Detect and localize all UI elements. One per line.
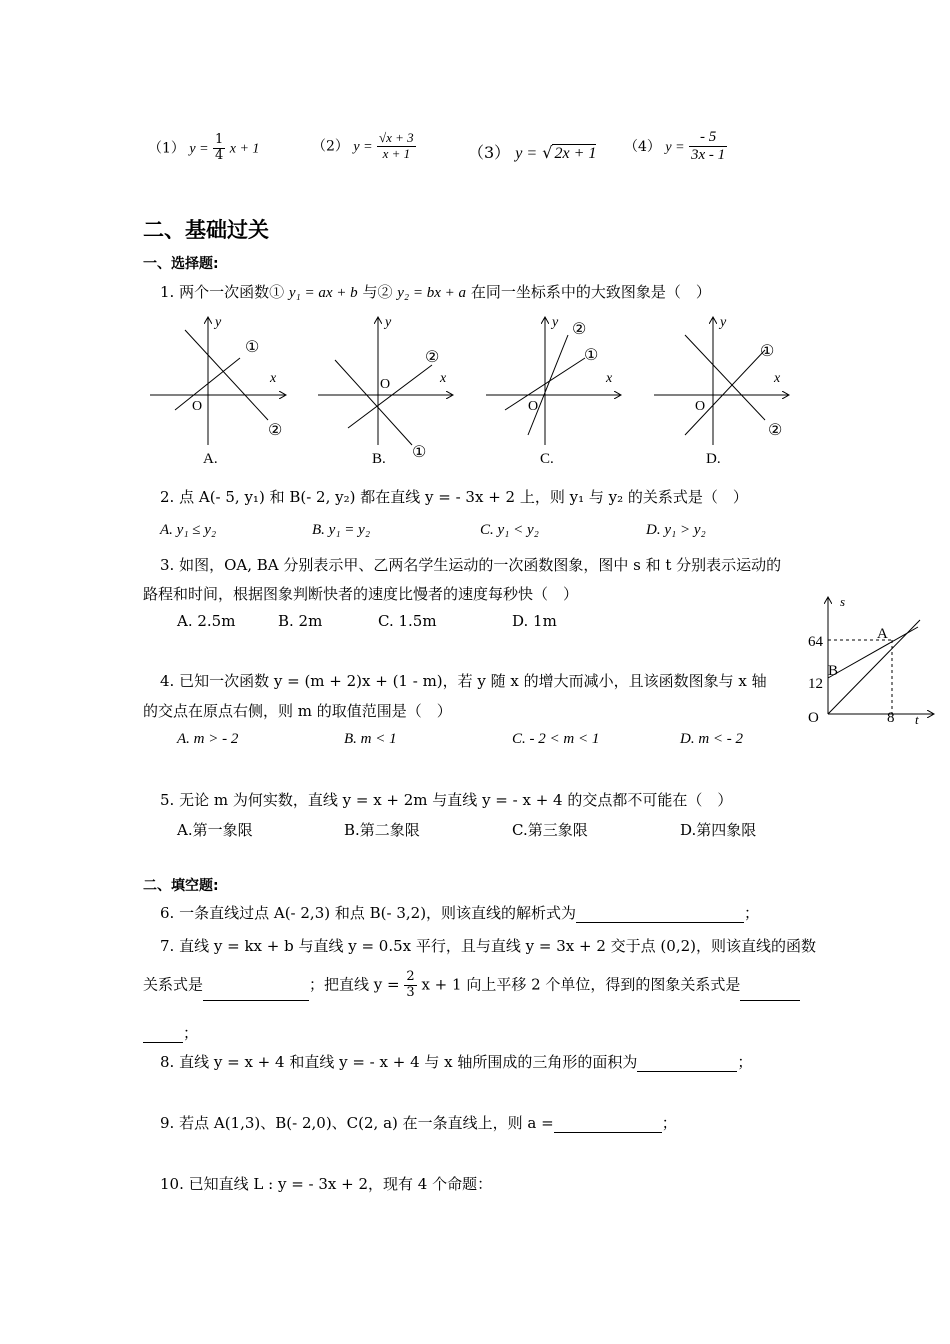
q3-option-c: C. 1.5m: [378, 612, 437, 630]
q7-line3: ；: [143, 1022, 198, 1043]
graph-a-mark2: ②: [268, 422, 283, 439]
q9-answer-blank[interactable]: [554, 1116, 662, 1133]
q3-option-d: D. 1m: [512, 612, 557, 630]
graph-a-y-label: y: [215, 315, 222, 330]
q2-option-a: A. y₁ ≤ y₂: [160, 522, 217, 538]
q3-line2: 路程和时间，根据图象判断快者的速度比慢者的速度每秒快（ ）: [143, 585, 579, 603]
intro-function-4: （4） y = $\frac{- 5}{3x - 1}$: [624, 129, 726, 164]
q2-option-b: B. y₁ = y₂: [312, 522, 371, 538]
q5-option-b: B.第二象限: [344, 821, 420, 839]
q3-graph-b: B: [828, 663, 839, 679]
q3-graph-s-label: s: [840, 594, 846, 609]
q1-text: 1. 两个一次函数① y₁ = ax + b 与② y₂ = bx + a 在同一坐标系中的大致图象是（ ）: [160, 283, 711, 301]
graph-a-letter: A.: [203, 451, 218, 467]
graph-a-origin: O: [192, 399, 203, 414]
q6-answer-blank[interactable]: [576, 906, 744, 923]
graph-c-y-label: y: [552, 315, 559, 330]
q4-option-a: A. m > - 2: [177, 731, 239, 747]
q4-option-d: D. m < - 2: [680, 731, 744, 747]
graph-c-x-label: x: [606, 371, 613, 386]
graph-d: [654, 315, 788, 467]
q7-answer-blank-2-cont[interactable]: [143, 1026, 183, 1043]
q9-text: 9. 若点 A(1,3)、B(- 2,0)、C(2, a) 在一条直线上，则 a = ；: [160, 1114, 677, 1132]
graph-b-y-label: y: [385, 315, 392, 330]
q3-option-a: A. 2.5m: [177, 612, 236, 630]
q3-graph-64: 64: [808, 634, 823, 650]
q4-option-b: B. m < 1: [344, 731, 397, 747]
q5-option-c: C.第三象限: [512, 821, 588, 839]
q7-line1: 7. 直线 y = kx + b 与直线 y = 0.5x 平行，且与直线 y = 3x + 2 交于点 (0,2)，则该直线的函数: [160, 937, 816, 955]
intro-function-1: （1） y = $\frac{1}{4}$ x + 1: [148, 132, 260, 163]
graph-c-origin: O: [528, 399, 539, 414]
graph-a-x-label: x: [270, 371, 277, 386]
graph-d-mark1: ①: [760, 343, 775, 360]
q4-line2: 的交点在原点右侧，则 m 的取值范围是（ ）: [143, 702, 452, 720]
intro-function-2: （2） y = $\frac{√x + 3}{x + 1}$: [312, 130, 414, 161]
q7-answer-blank-1[interactable]: [203, 984, 309, 1001]
q4-option-c: C. - 2 < m < 1: [512, 731, 600, 747]
graph-a: [150, 315, 285, 467]
q10-text: 10. 已知直线 L : y = - 3x + 2，现有 4 个命题：: [160, 1175, 493, 1193]
q4-line1: 4. 已知一次函数 y = (m + 2)x + (1 - m)，若 y 随 x 的增大而减小，且该函数图象与 x 轴: [160, 672, 767, 690]
q6-text: 6. 一条直线过点 A(- 2,3) 和点 B(- 3,2)，则该直线的解析式为 ；: [160, 904, 760, 922]
q2-text: 2. 点 A(- 5, y₁) 和 B(- 2, y₂) 都在直线 y = - 3x + 2 上，则 y₁ 与 y₂ 的关系式是（ ）: [160, 488, 748, 506]
graph-d-y-label: y: [720, 315, 727, 330]
graph-c-mark2: ①: [584, 347, 599, 364]
graph-b-mark1: ②: [425, 349, 440, 366]
q8-text: 8. 直线 y = x + 4 和直线 y = - x + 4 与 x 轴所围成的三角形的面积为 ；: [160, 1053, 753, 1071]
graph-b-x-label: x: [440, 371, 447, 386]
graph-b-origin: O: [380, 377, 391, 392]
q1-graphs: [140, 310, 800, 475]
q2-option-d: D. y₁ > y₂: [646, 522, 706, 538]
q3-graph-12: 12: [808, 676, 823, 692]
q2-option-c: C. y₁ < y₂: [480, 522, 539, 538]
graph-d-x-label: x: [774, 371, 781, 386]
graph-c-mark1: ②: [572, 321, 587, 338]
q7-answer-blank-2[interactable]: [740, 984, 800, 1001]
section-title: 二、基础过关: [143, 218, 269, 242]
q3-graph-a: A: [877, 626, 888, 642]
graph-b: [318, 315, 452, 467]
q3-graph-8: 8: [887, 710, 895, 726]
part1-title: 一、选择题:: [143, 256, 219, 272]
q3-line1: 3. 如图，OA, BA 分别表示甲、乙两名学生运动的一次函数图象，图中 s 和 t 分别表示运动的: [160, 556, 782, 574]
q5-text: 5. 无论 m 为何实数，直线 y = x + 2m 与直线 y = - x + 4 的交点都不可能在（ ）: [160, 791, 733, 809]
part2-title: 二、填空题:: [143, 878, 219, 894]
graph-b-mark2: ①: [412, 444, 427, 461]
q5-option-d: D.第四象限: [680, 821, 757, 839]
graph-c: [486, 315, 620, 467]
q5-option-a: A.第一象限: [177, 821, 253, 839]
graph-d-letter: D.: [706, 451, 721, 467]
q3-graph: [800, 592, 940, 727]
graph-d-mark2: ②: [768, 422, 783, 439]
graph-a-mark1: ①: [245, 339, 260, 356]
q7-line2: 关系式是 ；把直线 y = $\frac{2}{3}$ x + 1 向上平移 2 个单位，得到的图象关系式是: [143, 970, 800, 1001]
q3-graph-t-label: t: [915, 712, 919, 727]
graph-c-letter: C.: [540, 451, 554, 467]
q3-graph-origin: O: [808, 710, 819, 726]
graph-b-letter: B.: [372, 451, 386, 467]
graph-d-origin: O: [695, 399, 706, 414]
intro-function-3: （3） y = √ 2x + 1: [468, 143, 597, 162]
q3-option-b: B. 2m: [278, 612, 323, 630]
q8-answer-blank[interactable]: [637, 1055, 737, 1072]
